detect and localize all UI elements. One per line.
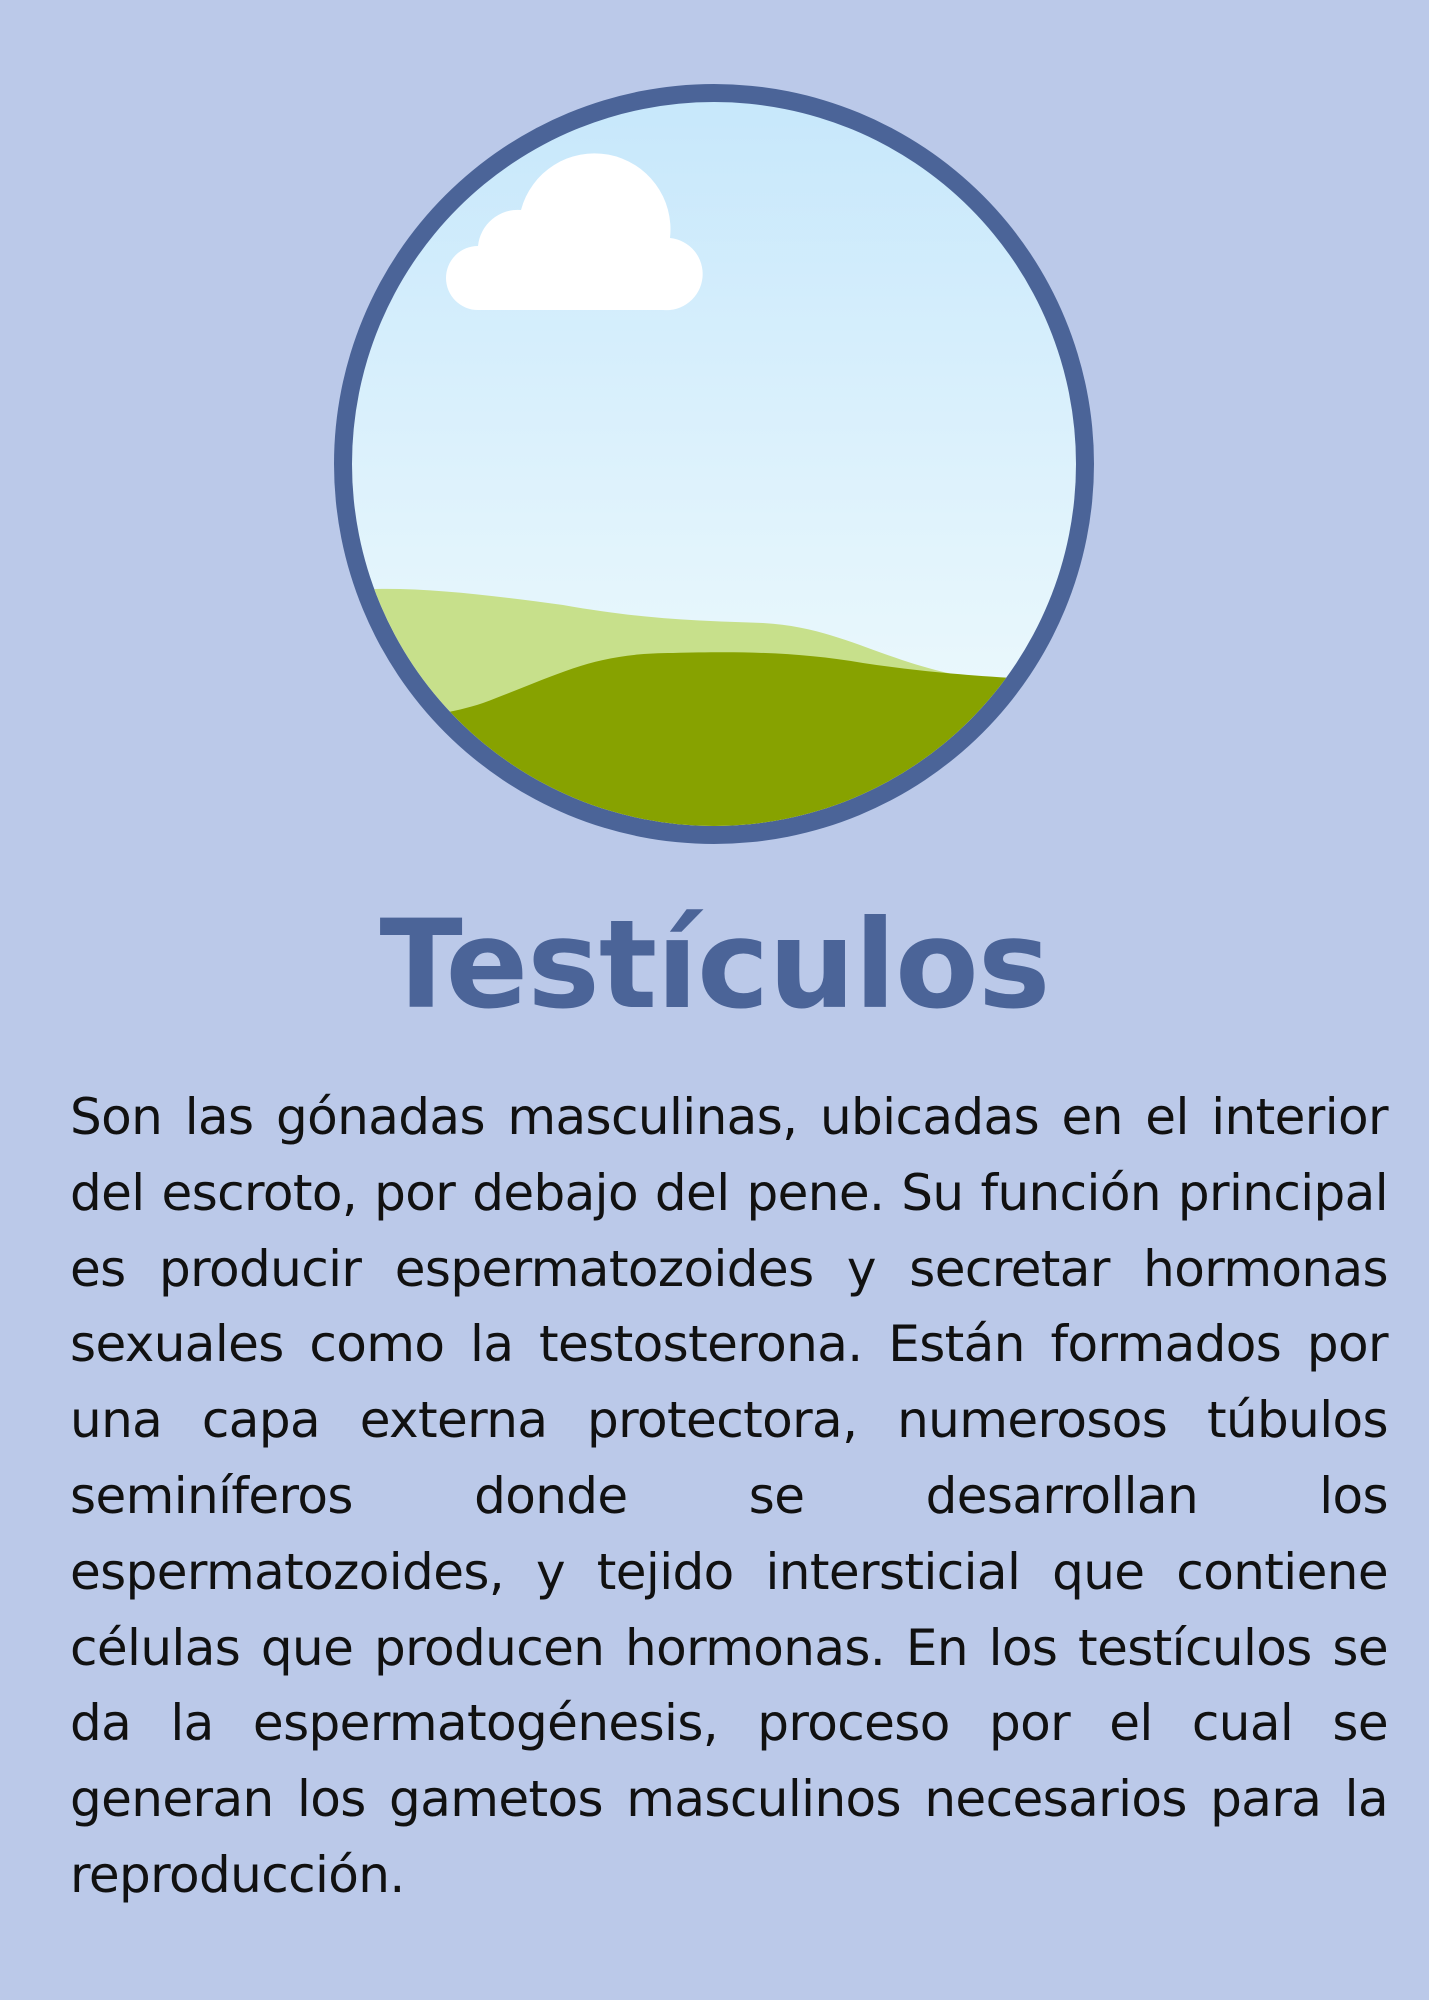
- landscape-illustration: [333, 83, 1095, 845]
- landscape-placeholder-icon: [333, 83, 1095, 845]
- page-title: Testículos: [379, 894, 1050, 1036]
- description-paragraph: Son las gónadas masculinas, ubicadas en el interior del escroto, por debajo del pene. Su función principal es producir espermatozoides y secretar hormonas sexuales como la testosterona. Están formados por una capa externa protectora, numerosos túbulos seminíferos donde se desarrollan los espermatozoides, y tejido intersticial que contiene células que producen hormonas. En los testículos se da la espermatogénesis, proceso por el cual se generan los gametos masculinos necesarios para la reproducción.: [70, 1088, 1388, 1904]
